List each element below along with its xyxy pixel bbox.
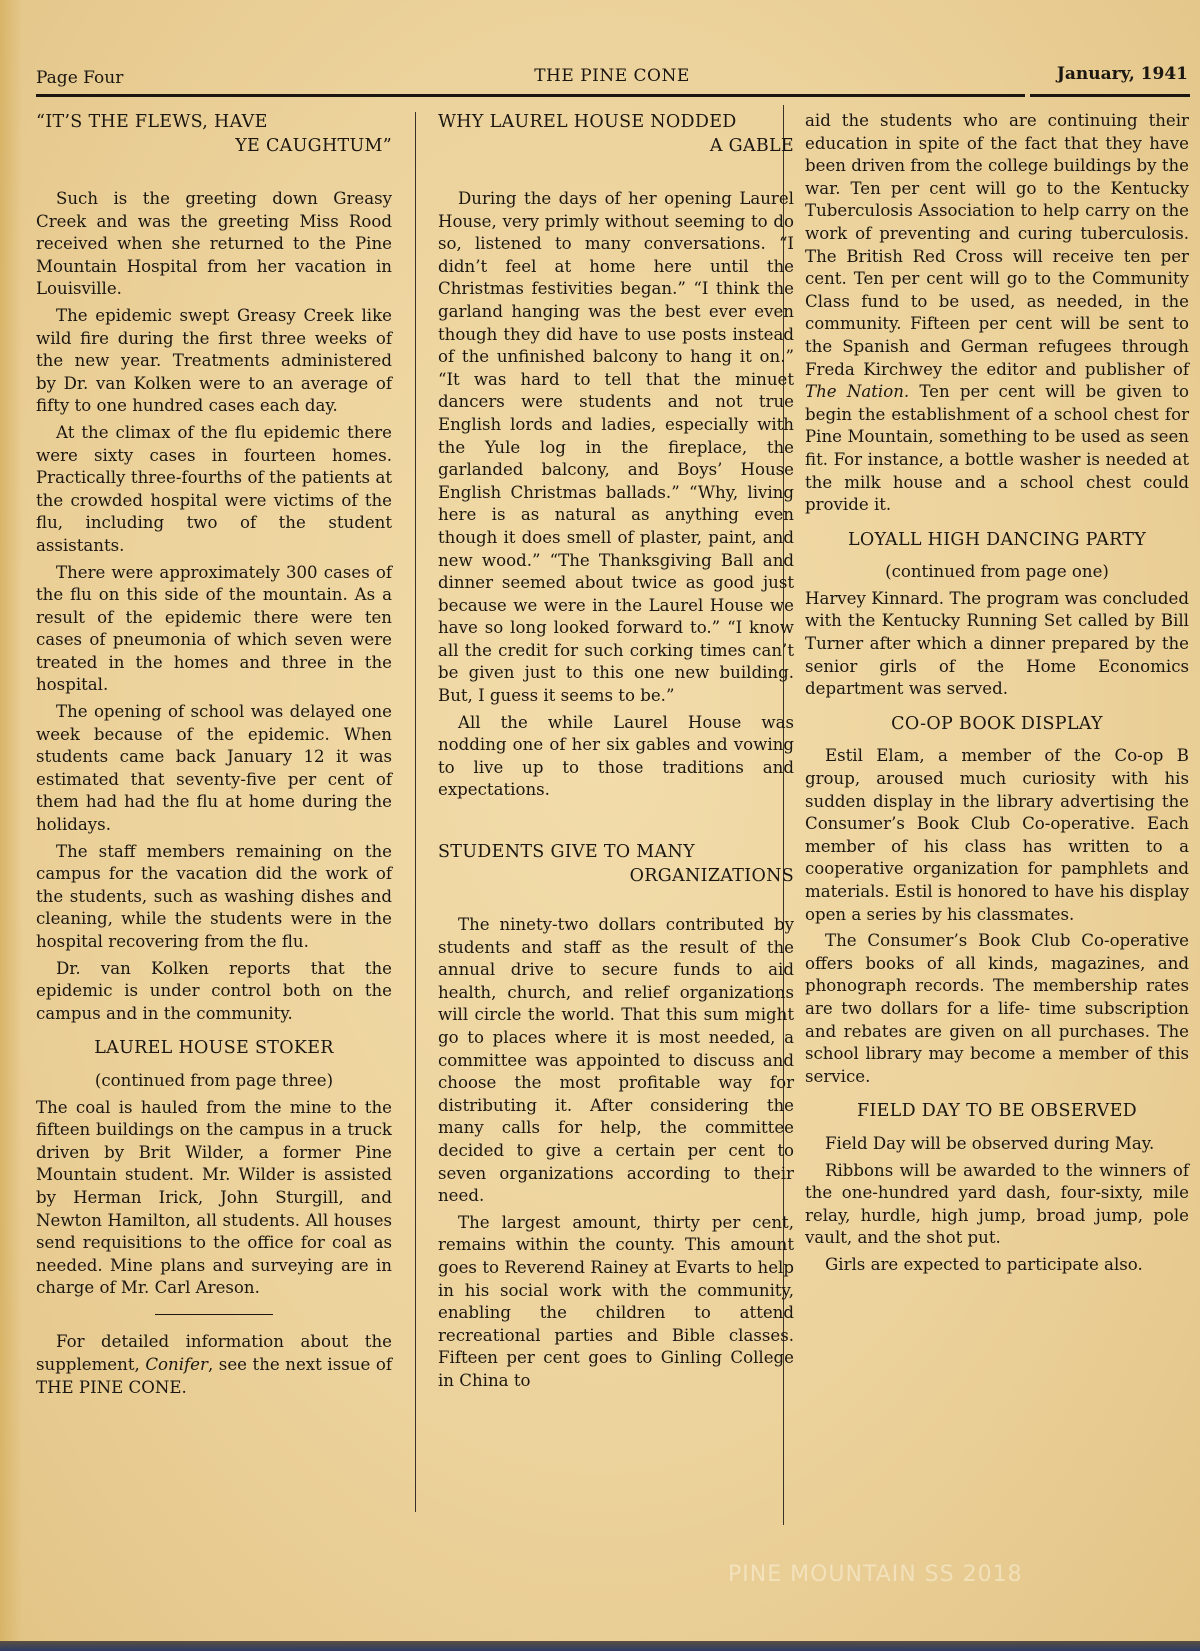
- paragraph: Estil Elam, a member of the Co-op B group, aroused much curiosity with his sudden display in the library advertising the Consumer’s Book Club Co-operative. Each member of his class has written to a cooperative organization for pamphlets and materials. Estil is honored to have his display open a series by his classmates.: [805, 746, 1189, 924]
- masthead-rule: [36, 94, 730, 97]
- paragraph: Dr. van Kolken reports that the epidemic is under control both on the campus and in the community.: [36, 958, 392, 1023]
- scan-bottom-edge: [0, 1641, 1200, 1651]
- article-field-day: [805, 1100, 1189, 1276]
- column-1: [36, 110, 392, 1403]
- article-flews: [36, 110, 392, 1025]
- supplement-notice: [36, 1331, 392, 1399]
- paragraph: Girls are expected to participate also.: [825, 1254, 1143, 1274]
- notice-text: , see the next issue of THE PINE CONE.: [36, 1355, 392, 1397]
- paragraph: The opening of school was delayed one week because of the epidemic. When students came back January 12 it was estimated that seventy-five per cent of them had had the flu at home during the holidays.: [36, 702, 392, 835]
- headline: CO-OP BOOK DISPLAY: [891, 713, 1103, 734]
- headline: LOYALL HIGH DANCING PARTY: [847, 529, 1147, 550]
- paragraph: Such is the greeting down Greasy Creek and was the greeting Miss Rood received when she returned to the Pine Mountain Hospital from her vacation in Louisville.: [36, 189, 392, 299]
- masthead-rule: [1030, 94, 1190, 97]
- headline: [438, 840, 794, 888]
- paragraph: There were approximately 300 cases of the flu on this side of the mountain. As a result of the epidemic there were ten cases of pneumonia of which seven were treated in the homes and three in the hospital.: [36, 562, 392, 695]
- paragraph: The staff members remaining on the campus for the vacation did the work of the students, such as washing dishes and cleaning, while the students were in the hospital recovering from the flu.: [36, 841, 392, 951]
- column-2: [438, 110, 794, 1397]
- publication-name: The Nation.: [805, 382, 910, 402]
- headline: LAUREL HOUSE STOKER: [94, 1038, 334, 1059]
- continued-note: (continued from page three): [94, 1070, 334, 1090]
- notice-text: For detailed information about the supplement,: [36, 1332, 392, 1374]
- headline: [36, 110, 392, 158]
- paper-edge-shadow: [0, 0, 22, 1651]
- supplement-name: Conifer: [145, 1355, 208, 1374]
- paragraph: The ninety-two dollars contributed by students and staff as the result of the annual drive to secure funds to aid health, church, and relief organizations will circle the world. That this sum might go to places where it is most needed, a committee was appointed to discuss and choose the most profitable way for distributing it. After considering the many calls for help, the committee decided to give a certain per cent to seven organizations according to their need.: [438, 915, 794, 1206]
- headline: [438, 110, 794, 158]
- headline-line: “IT’S THE FLEWS, HAVE: [36, 112, 268, 132]
- page-number: Page Four: [36, 68, 124, 88]
- column-3: [805, 110, 1189, 1281]
- article-students-give: [438, 840, 794, 1392]
- separator-rule: [155, 1314, 273, 1316]
- article-stoker: [36, 1037, 392, 1300]
- paragraph: Harvey Kinnard. The program was concluded with the Kentucky Running Set called by Bill Turner after which a dinner prepared by the senior girls of the Home Economics department was served.: [805, 588, 1189, 699]
- masthead-rule: [725, 94, 1025, 97]
- headline-line: ORGANIZATIONS: [629, 866, 794, 887]
- paragraph: Ribbons will be awarded to the winners of the one-hundred yard dash, four-sixty, mile relay, hurdle, high jump, broad jump, pole vault, and the shot put.: [805, 1160, 1189, 1248]
- paragraph: The epidemic swept Greasy Creek like wild fire during the first three weeks of the new year. Treatments administered by Dr. van Kolken were to an average of fifty to one hundred cases each day.: [36, 305, 392, 416]
- article-gable: [438, 110, 794, 802]
- article-coop: [805, 713, 1189, 1089]
- headline: FIELD DAY TO BE OBSERVED: [856, 1101, 1138, 1122]
- paragraph: The Consumer’s Book Club Co-operative offers books of all kinds, magazines, and phonograph records. The membership rates are two dollars for a life- time subscription and rebates are given on all purchases. The school library may become a member of this service.: [805, 931, 1189, 1086]
- paragraph-text: aid the students who are continuing their education in spite of the fact that they have been driven from the college buildings by the war. Ten per cent will go to the Kentucky Tuberculosis Association to help carry on the work of preventing and curing tuberculosis. The British Red Cross will receive ten per cent. Ten per cent will go to the Community Class fund to be used, as needed, in the community. Fifteen per cent will be sent to the Spanish and German refugees through Freda Kirchwey the editor and publisher of: [805, 111, 1189, 379]
- continued-note: (continued from page one): [885, 562, 1109, 582]
- issue-date: January, 1941: [1056, 64, 1188, 84]
- headline-line: STUDENTS GIVE TO MANY: [438, 842, 695, 863]
- paragraph: The coal is hauled from the mine to the fifteen buildings on the campus in a truck driven by Brit Wilder, a former Pine Mountain student. Mr. Wilder is assisted by Herman Irick, John Sturgill, and Newton Hamilton, all students. All houses send requisitions to the office for coal as needed. Mine plans and surveying are in charge of Mr. Carl Areson.: [36, 1097, 392, 1298]
- paragraph: All the while Laurel House was nodding one of her six gables and vowing to live up to those traditions and expectations.: [438, 712, 794, 800]
- paragraph-text: Ten per cent will be given to begin the establishment of a school chest for Pine Mountain, something to be used as seen fit. For instance, a bottle washer is needed at the milk house and a school chest could provide it.: [805, 382, 1189, 515]
- masthead: [36, 62, 1188, 90]
- headline-line: WHY LAUREL HOUSE NODDED: [438, 112, 737, 132]
- newspaper-title: THE PINE CONE: [534, 66, 690, 86]
- paragraph: The largest amount, thirty per cent, remains within the county. This amount goes to Reverend Rainey at Evarts to help in his social work with the community, enabling the children to attend recreational parties and Bible classes. Fifteen per cent goes to Ginling College in China to: [438, 1212, 794, 1390]
- headline-line: YE CAUGHTUM”: [235, 136, 392, 156]
- headline-line: A GABLE: [709, 136, 794, 156]
- paragraph: During the days of her opening Laurel House, very primly without seeming to do so, listened to many conversations. “I didn’t feel at home here until the Christmas festivities began.” “I think the garland hanging was the best ever even though they did have to use posts instead of the unfinished balcony to hang it on.” “It was hard to tell that the minuet dancers were students and not true English lords and ladies, especially with the Yule log in the fireplace, the garlanded balcony, and Boys’ House English Christmas ballads.” “Why, living here is as natural as anything even though it does smell of plaster, paint, and new wood.” “The Thanksgiving Ball and dinner seemed about twice as good just because we were in the Laurel House we have so long looked forward to.” “I know all the credit for such corking times can’t be given just to this one new building. But, I guess it seems to be.”: [438, 189, 794, 706]
- column-divider: [415, 112, 416, 1512]
- article-loyall: [805, 529, 1189, 701]
- watermark: PINE MOUNTAIN SS 2018: [728, 1562, 1023, 1587]
- paragraph: At the climax of the flu epidemic there were sixty cases in fourteen homes. Practically three-fourths of the patients at the crowded hospital were victims of the flu, including two of the student assistants.: [36, 422, 392, 555]
- article-continuation: [805, 110, 1189, 517]
- paragraph: Field Day will be observed during May.: [825, 1133, 1155, 1153]
